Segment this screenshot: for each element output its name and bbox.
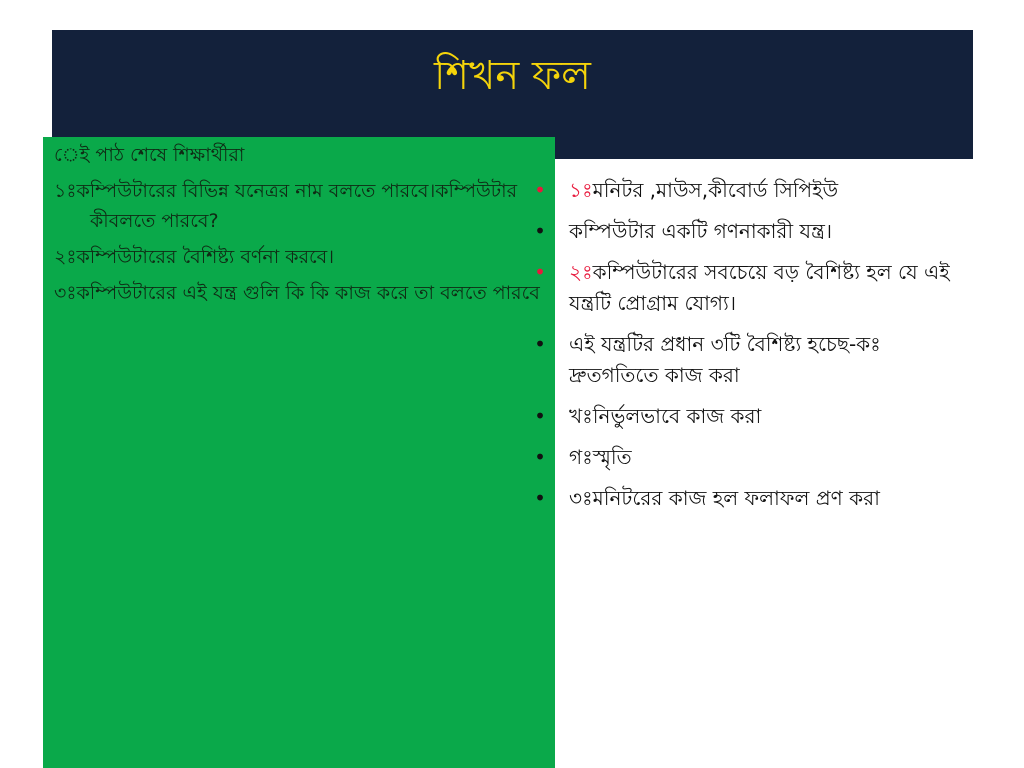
list-item — [533, 257, 953, 319]
item-text: খঃনির্ভুলভাবে কাজ করা — [569, 404, 762, 428]
list-item: ১ঃকম্পিউটারের বিভিন্ন যনেত্রর নাম বলতে পারবে।কম্পিউটার কীবলতে পারবে? — [54, 180, 518, 232]
list-item — [533, 216, 953, 247]
list-item — [533, 442, 953, 473]
item-text: গঃস্মৃতি — [569, 445, 632, 469]
list-intro: েই পাঠ শেষে শিক্ষার্থীরা — [54, 144, 245, 166]
bullet-icon: • — [534, 445, 546, 469]
list-item — [533, 483, 953, 514]
list-item: ২ঃকম্পিউটারের বৈশিষ্ট্য বর্ণনা করবে। — [54, 246, 335, 268]
bullet-icon: • — [534, 486, 546, 510]
list-item — [533, 329, 953, 391]
item-text: কম্পিউটার একটি গণনাকারী যন্ত্র। — [569, 219, 833, 243]
item-number: ২ঃ — [569, 260, 593, 284]
list-item — [533, 401, 953, 432]
item-text: কম্পিউটারের সবচেয়ে বড় বৈশিষ্ট্য হল যে এই যন্ত্রটি প্রোগ্রাম যোগ্য। — [569, 260, 950, 315]
list-item: ৩ঃকম্পিউটারের এই যন্ত্র গুলি কি কি কাজ করে তা বলতে পারবে — [54, 282, 540, 304]
bullet-icon: • — [534, 260, 546, 284]
bullet-icon: • — [534, 332, 546, 356]
item-number: ১ঃ — [569, 178, 593, 202]
item-text: ৩ঃমনিটরের কাজ হল ফলাফল প্রণ করা — [569, 486, 880, 510]
bullet-icon: • — [534, 219, 546, 243]
list-item — [533, 175, 953, 206]
answers-list — [533, 175, 953, 524]
bullet-icon: • — [534, 178, 546, 202]
bullet-icon: • — [534, 404, 546, 428]
slide-title: শিখন ফল — [433, 53, 591, 99]
item-text: এই যন্ত্রটির প্রধান ৩টি বৈশিষ্ট্য হচেছ-কঃ দ্রুতগতিতে কাজ করা — [569, 332, 881, 387]
learning-outcomes-list — [54, 140, 549, 314]
item-text: মনিটর ,মাউস,কীবোর্ড সিপিইউ — [592, 178, 839, 202]
